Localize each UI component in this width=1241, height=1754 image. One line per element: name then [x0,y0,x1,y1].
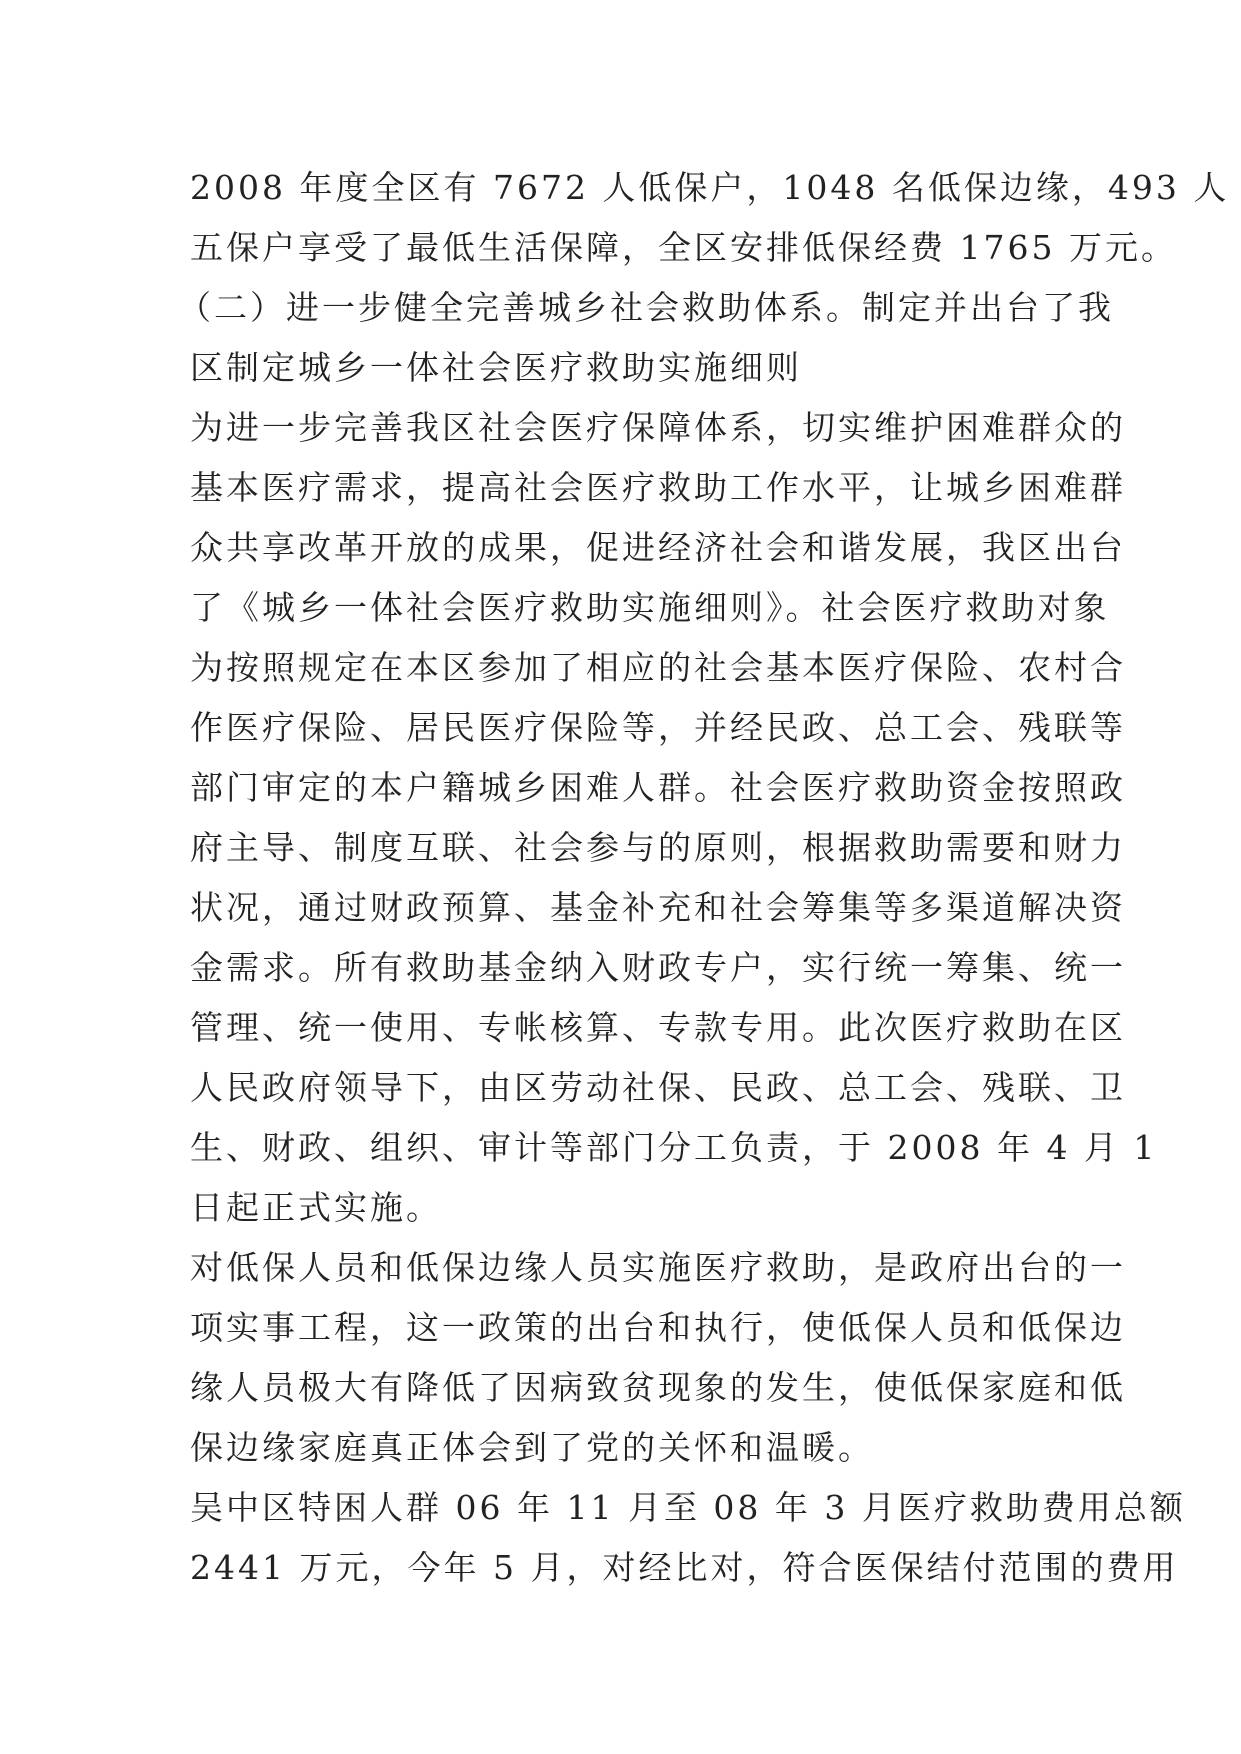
text-line: 为进一步完善我区社会医疗保障体系，切实维护困难群众的 [190,408,1126,447]
text-line: 日起正式实施。 [190,1188,442,1227]
text-line: 部门审定的本户籍城乡困难人群。社会医疗救助资金按照政 [190,768,1126,807]
text-line: 保边缘家庭真正体会到了党的关怀和温暖。 [190,1428,874,1467]
document-body [178,158,1230,1598]
text-line: 为按照规定在本区参加了相应的社会基本医疗保险、农村合 [190,648,1126,687]
text-line: 缘人员极大有降低了因病致贫现象的发生，使低保家庭和低 [190,1368,1126,1407]
text-line: 吴中区特困人群 06 年 11 月至 08 年 3 月医疗救助费用总额 [190,1488,1186,1527]
text-line: 项实事工程，这一政策的出台和执行，使低保人员和低保边 [190,1308,1126,1347]
text-line: 对低保人员和低保边缘人员实施医疗救助，是政府出台的一 [190,1248,1126,1287]
text-line: 府主导、制度互联、社会参与的原则，根据救助需要和财力 [190,828,1126,867]
text-line: 生、财政、组织、审计等部门分工负责，于 2008 年 4 月 1 [190,1128,1158,1167]
text-line: 2441 万元，今年 5 月，对经比对，符合医保结付范围的费用 [190,1548,1179,1587]
text-line: 众共享改革开放的成果，促进经济社会和谐发展，我区出台 [190,528,1126,567]
text-line: 了《城乡一体社会医疗救助实施细则》。社会医疗救助对象 [190,588,1110,627]
section-heading-line: （二）进一步健全完善城乡社会救助体系。制定并出台了我 [178,288,1114,327]
text-line: 五保户享受了最低生活保障，全区安排低保经费 1765 万元。 [190,228,1177,267]
text-line: 人民政府领导下，由区劳动社保、民政、总工会、残联、卫 [190,1068,1126,1107]
text-line: 2008 年度全区有 7672 人低保户，1048 名低保边缘，493 人 [190,168,1230,207]
text-line: 状况，通过财政预算、基金补充和社会筹集等多渠道解决资 [190,888,1126,927]
text-line: 金需求。所有救助基金纳入财政专户，实行统一筹集、统一 [190,948,1126,987]
section-heading-line: 区制定城乡一体社会医疗救助实施细则 [190,348,802,387]
text-line: 管理、统一使用、专帐核算、专款专用。此次医疗救助在区 [190,1008,1126,1047]
text-line: 作医疗保险、居民医疗保险等，并经民政、总工会、残联等 [190,708,1126,747]
text-line: 基本医疗需求，提高社会医疗救助工作水平，让城乡困难群 [190,468,1126,507]
